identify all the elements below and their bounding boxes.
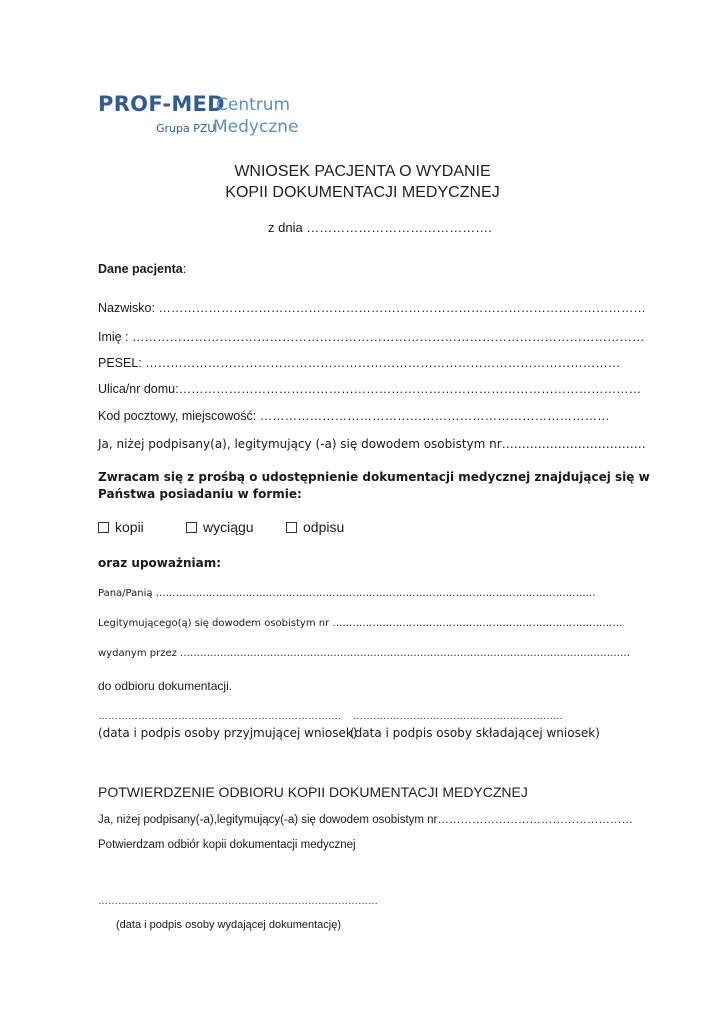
patient-section-label-text: Dane pacjenta — [98, 262, 183, 276]
date-field[interactable]: z dnia ……………………………………. — [268, 220, 492, 235]
checkbox-icon[interactable] — [98, 522, 109, 533]
signature-left-label: (data i podpis osoby przyjmującej wniosek) — [98, 726, 358, 740]
option-odpisu[interactable] — [286, 519, 344, 535]
logo-medyczne: Medyczne — [213, 117, 299, 137]
request-line1: Zwracam się z prośbą o udostępnienie dokumentacji medycznej znajdującej się w — [98, 470, 650, 484]
confirmation-sign-label: (data i podpis osoby wydającej dokumentację) — [116, 919, 342, 931]
option-wyciagu[interactable] — [186, 519, 254, 535]
signature-right-label: (data i podpis osoby składającej wniosek) — [350, 726, 600, 740]
request-line2: Państwa posiadaniu w formie: — [98, 487, 302, 501]
option-kopii[interactable] — [98, 519, 144, 535]
logo-grupa: Grupa PZU — [156, 122, 216, 135]
kod-pocztowy-field[interactable]: Kod pocztowy, miejscowość: ………………………………………………………………………… — [98, 409, 610, 423]
signature-left-line[interactable]: ………………………………………………………………. — [98, 711, 341, 722]
logo-brand: PROF-MED — [98, 92, 225, 116]
form-options — [98, 519, 398, 539]
odbior-text: do odbioru dokumentacji. — [98, 679, 233, 693]
form-title-line1: WNIOSEK PACJENTA O WYDANIE — [234, 163, 491, 180]
option-kopii-label: kopii — [115, 519, 144, 535]
confirmation-title: POTWIERDZENIE ODBIORU KOPII DOKUMENTACJI MEDYCZNEJ — [98, 784, 528, 800]
checkbox-icon[interactable] — [286, 522, 297, 533]
confirmation-sign-line[interactable]: ………………………………………………………………………… — [98, 896, 378, 907]
pana-pania-field[interactable]: Pana/Panią …………………………………………………………………………………………………………………… — [98, 588, 596, 599]
form-title-line2: KOPII DOKUMENTACJI MEDYCZNEJ — [225, 184, 500, 201]
logo-centrum: Centrum — [216, 95, 291, 115]
pesel-field[interactable]: PESEL: …………………………………………………………………………………………………… — [98, 356, 621, 370]
signature-right-line[interactable]: ……………………………………………………… — [353, 711, 563, 722]
authorization-label: oraz upoważniam: — [98, 556, 222, 570]
option-odpisu-label: odpisu — [303, 519, 345, 535]
patient-section-colon: : — [182, 262, 187, 276]
wydanym-przez-field[interactable]: wydanym przez ……………………………………………………………………………………………………………………… — [98, 648, 631, 659]
oswiadczenie-field[interactable]: Ja, niżej podpisany(a), legitymujący (-a) się dowodem osobistym nr……………………………… — [98, 437, 646, 451]
checkbox-icon[interactable] — [186, 522, 197, 533]
ulica-field[interactable]: Ulica/nr domu:………………………………………………………………………………………………… — [98, 382, 642, 396]
option-wyciagu-label: wyciągu — [203, 519, 254, 535]
patient-section-label — [98, 262, 186, 276]
legitymujacego-field[interactable]: Legitymującego(ą) się dowodem osobistym nr …………………………………………………………………………… — [98, 618, 623, 629]
imie-field[interactable]: Imię : …………………………………………………………………………………………………………… — [98, 330, 645, 344]
confirmation-line2: Potwierdzam odbiór kopii dokumentacji medycznej — [98, 839, 356, 851]
confirmation-line1[interactable]: Ja, niżej podpisany(-a),legitymujący(-a) się dowodem osobistym nr…………………………………………… — [98, 814, 633, 826]
nazwisko-field[interactable]: Nazwisko: ……………………………………………………………………………………………………… — [98, 301, 646, 315]
